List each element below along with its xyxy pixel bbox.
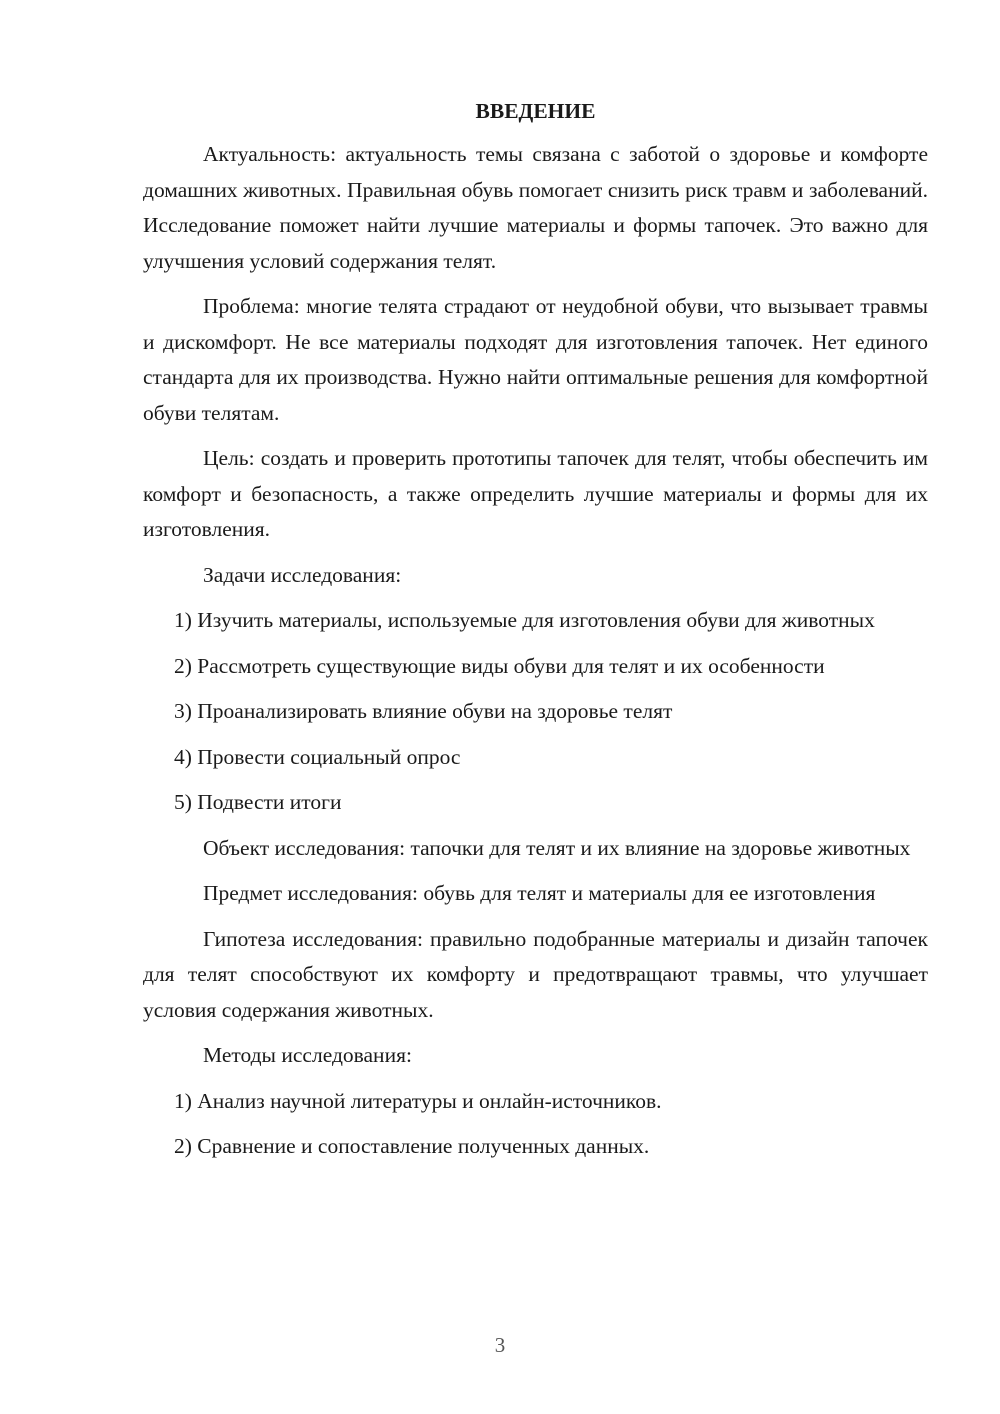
section-title: ВВЕДЕНИЕ bbox=[475, 99, 596, 123]
document-page bbox=[143, 95, 928, 1175]
paragraph-relevance: Актуальность: актуальность темы связана с заботой о здоровье и комфорте домашних животных. Правильная обувь помогает снизить риск травм и заболеваний. Исследование поможет найти лучшие материалы и формы тапочек. Это важно для улучшения условий содержания телят. bbox=[143, 142, 928, 273]
paragraph-object: Объект исследования: тапочки для телят и их влияние на здоровье животных bbox=[203, 835, 911, 860]
method-item-2: 2) Сравнение и сопоставление полученных данных. bbox=[174, 1134, 650, 1158]
paragraph-goal: Цель: создать и проверить прототипы тапочек для телят, чтобы обеспечить им комфорт и безопасность, а также определить лучшие материалы и формы для их изготовления. bbox=[143, 446, 928, 541]
task-item-5: 5) Подвести итоги bbox=[174, 790, 342, 814]
task-item-3: 3) Проанализировать влияние обуви на здоровье телят bbox=[174, 699, 673, 723]
paragraph-subject: Предмет исследования: обувь для телят и материалы для ее изготовления bbox=[203, 881, 876, 905]
method-item-1: 1) Анализ научной литературы и онлайн-источников. bbox=[174, 1088, 662, 1113]
task-item-2: 2) Рассмотреть существующие виды обуви для телят и их особенности bbox=[174, 653, 825, 678]
tasks-heading: Задачи исследования: bbox=[203, 562, 402, 587]
paragraph-hypothesis: Гипотеза исследования: правильно подобранные материалы и дизайн тапочек для телят способствуют их комфорту и предотвращают травмы, что улучшает условия содержания животных. bbox=[143, 926, 928, 1022]
page-number: 3 bbox=[494, 1333, 506, 1357]
task-item-1: 1) Изучить материалы, используемые для изготовления обуви для животных bbox=[174, 608, 875, 632]
methods-heading: Методы исследования: bbox=[203, 1043, 412, 1067]
paragraph-problem: Проблема: многие телята страдают от неудобной обуви, что вызывает травмы и дискомфорт. Не все материалы подходят для изготовления тапочек. Нет единого стандарта для их производства. Нужно найти оптимальные решения для комфортной обуви телятам. bbox=[143, 294, 928, 425]
task-item-4: 4) Провести социальный опрос bbox=[174, 744, 461, 769]
